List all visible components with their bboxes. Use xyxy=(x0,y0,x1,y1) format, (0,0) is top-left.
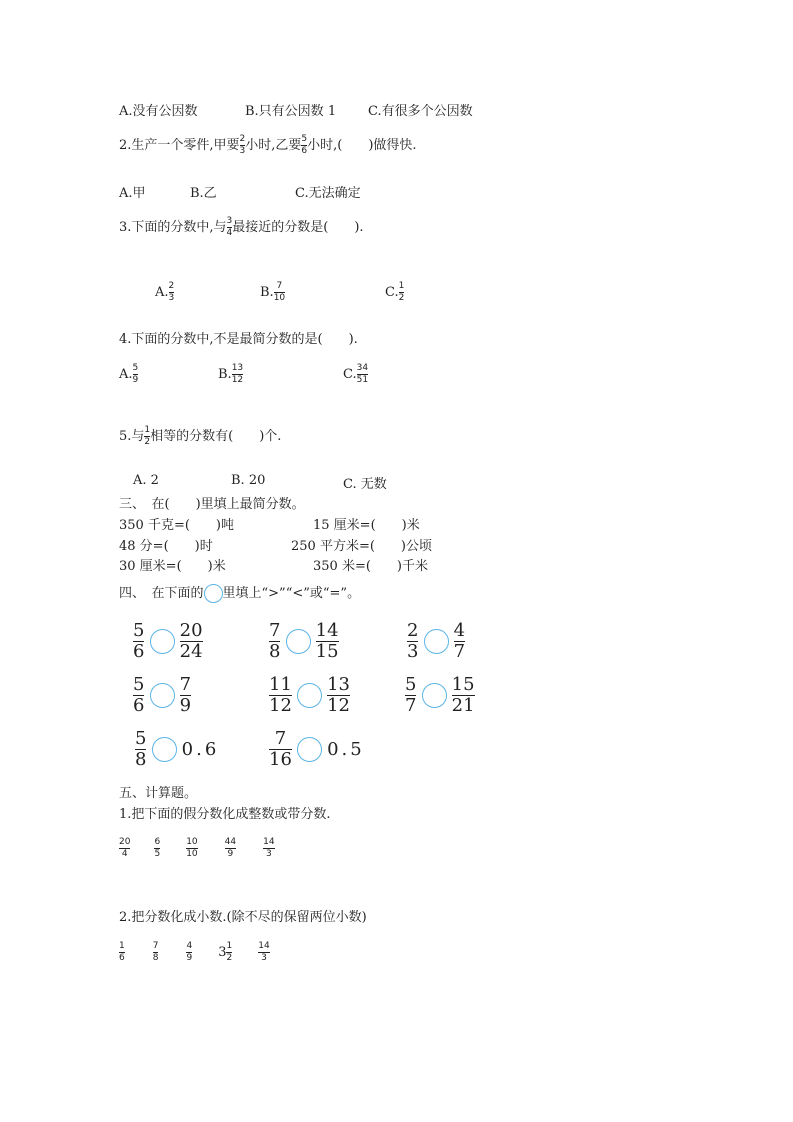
q3-text-post: 最接近的分数是( ). xyxy=(232,220,364,235)
compare-circle[interactable] xyxy=(150,629,175,654)
fraction: $\frac{10}{10}$ xyxy=(186,837,198,859)
fraction: $\frac{5}{6}$ xyxy=(301,134,308,156)
fraction: $\frac{7}{8}$ xyxy=(152,941,159,963)
q4-option-a: A. $\frac{5}{9}$ xyxy=(119,363,139,385)
compare-item: $\frac{7}{8}$ $\frac{14}{15}$ xyxy=(269,620,339,662)
fraction: $\frac{2}{3}$ xyxy=(239,134,246,156)
q4-option-c: C. $\frac{34}{51}$ xyxy=(343,363,369,385)
compare-item: $\frac{11}{12}$ $\frac{13}{12}$ xyxy=(269,674,350,716)
compare-circle[interactable] xyxy=(422,683,447,708)
conversion-item: 15 厘米=( )米 xyxy=(313,518,420,533)
q5-option-a: A. 2 xyxy=(133,473,159,488)
conversion-item: 350 千克=( )吨 xyxy=(119,518,234,533)
conversion-item: 48 分=( )时 xyxy=(119,539,213,554)
fraction: $\frac{14}{3}$ xyxy=(263,837,275,859)
conversion-item: 350 米=( )千米 xyxy=(313,559,428,574)
compare-circle[interactable] xyxy=(152,737,177,762)
q2-option-b: B.乙 xyxy=(190,186,217,201)
section-4-title: 四、 在下面的 里填上“>”“<”或“=”。 xyxy=(119,586,361,601)
fraction: $\frac{14}{3}$ xyxy=(258,941,270,963)
fraction: $\frac{3}{4}$ xyxy=(226,216,233,238)
q3-option-c: C. $\frac{1}{2}$ xyxy=(385,281,405,303)
improper-fraction-list xyxy=(119,838,275,859)
question-2 xyxy=(119,134,417,156)
conversion-item: 30 厘米=( )米 xyxy=(119,559,226,574)
q1-option-c: C.有很多个公因数 xyxy=(368,104,473,119)
q1-option-a: A.没有公因数 xyxy=(119,104,198,119)
conversion-item: 250 平方米=( )公顷 xyxy=(291,539,432,554)
q2-text-pre: 2.生产一个零件,甲要 xyxy=(119,138,240,153)
q5-option-b: B. 20 xyxy=(231,473,266,488)
question-5 xyxy=(119,425,281,447)
compare-circle[interactable] xyxy=(150,683,175,708)
section-5-q2: 2.把分数化成小数.(除不尽的保留两位小数) xyxy=(119,910,367,925)
fraction-to-decimal-list xyxy=(119,942,270,963)
section-5-q1: 1.把下面的假分数化成整数或带分数. xyxy=(119,807,331,822)
question-4: 4.下面的分数中,不是最简分数的是( ). xyxy=(119,332,358,347)
compare-circle[interactable] xyxy=(424,629,449,654)
section-5-title: 五、计算题。 xyxy=(119,786,198,801)
q2-text-post: 小时,( )做得快. xyxy=(307,138,417,153)
circle-icon xyxy=(204,584,223,603)
fraction: $\frac{1}{2}$ xyxy=(144,425,151,447)
fraction: $\frac{44}{9}$ xyxy=(224,837,237,859)
q2-option-a: A.甲 xyxy=(119,186,146,201)
mixed-number-whole: 3 xyxy=(218,945,227,960)
compare-circle[interactable] xyxy=(286,629,311,654)
q2-option-c: C.无法确定 xyxy=(295,186,361,201)
compare-item: $\frac{5}{7}$ $\frac{15}{21}$ xyxy=(405,674,475,716)
fraction: $\frac{20}{4}$ xyxy=(119,837,131,859)
q4-option-b: B. $\frac{13}{12}$ xyxy=(218,363,244,385)
compare-circle[interactable] xyxy=(297,737,322,762)
q5-option-c: C. 无数 xyxy=(343,477,387,492)
q3-option-a: A. $\frac{2}{3}$ xyxy=(155,281,175,303)
compare-circle[interactable] xyxy=(297,683,322,708)
mixed-number-fraction: $\frac{1}{2}$ xyxy=(226,941,233,963)
fraction: $\frac{4}{9}$ xyxy=(186,941,193,963)
question-3 xyxy=(119,216,364,238)
fraction: $\frac{6}{5}$ xyxy=(154,837,161,859)
compare-item: $\frac{2}{3}$ $\frac{4}{7}$ xyxy=(407,620,466,662)
q2-text-mid: 小时,乙要 xyxy=(245,138,302,153)
compare-decimal-item: $\frac{7}{16}$ 0.5 xyxy=(269,728,365,770)
q1-option-b: B.只有公因数 1 xyxy=(245,104,337,119)
q5-text-pre: 5.与 xyxy=(119,429,145,444)
compare-decimal-item: $\frac{5}{8}$ 0.6 xyxy=(135,728,220,770)
compare-item: $\frac{5}{6}$ $\frac{20}{24}$ xyxy=(133,620,203,662)
section-3-title: 三、 在( )里填上最简分数。 xyxy=(119,497,305,512)
q5-text-post: 相等的分数有( )个. xyxy=(150,429,282,444)
q3-text-pre: 3.下面的分数中,与 xyxy=(119,220,227,235)
q3-option-b: B. $\frac{7}{10}$ xyxy=(260,281,286,303)
compare-item: $\frac{5}{6}$ $\frac{7}{9}$ xyxy=(133,674,192,716)
fraction: $\frac{1}{6}$ xyxy=(119,941,125,963)
